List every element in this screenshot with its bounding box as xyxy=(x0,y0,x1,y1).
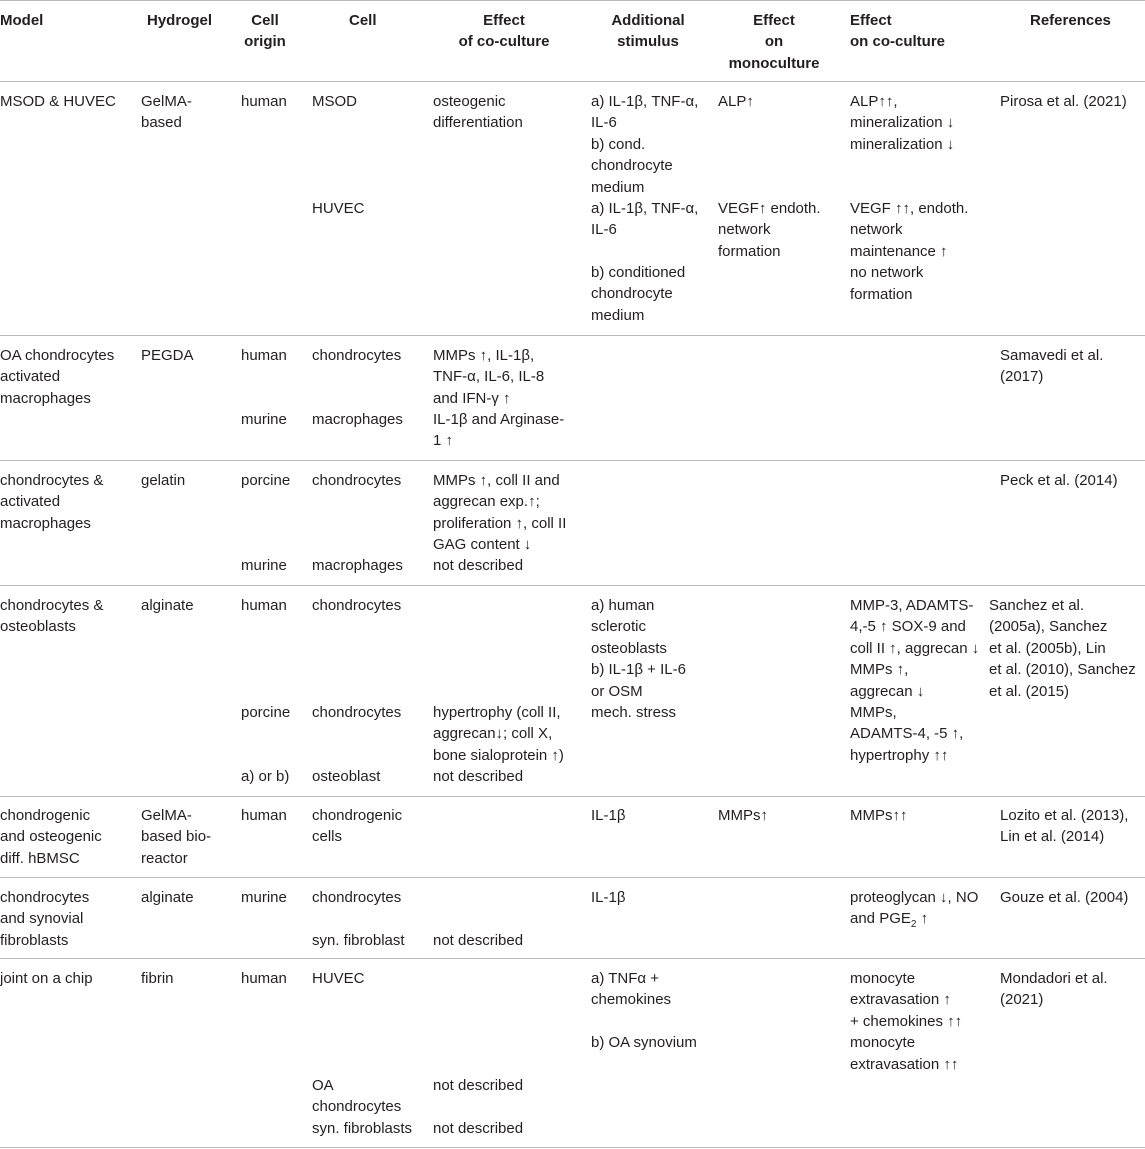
table-row-effect: not described xyxy=(433,1077,524,1094)
table-row-effect: osteogenic differentiation xyxy=(433,93,523,132)
table-row-references: Mondadori et al. (2021) xyxy=(1000,970,1108,1009)
table-row-stimulus: a) IL-1β, TNF-α, IL-6 b) cond. chondrocyte medium xyxy=(591,93,699,196)
table-row-hydrogel: gelatin xyxy=(141,472,186,489)
table-row-cell: HUVEC xyxy=(312,970,365,987)
header-hydrogel: Hydrogel xyxy=(147,12,213,29)
table-row-references: Sanchez et al. (2005a), Sanchez et al. (2005b), Lin et al. (2010), Sanchez et al. (2015) xyxy=(989,597,1136,700)
row-divider xyxy=(0,460,1145,461)
table-row-origin: human xyxy=(241,93,287,110)
table-row-origin: human xyxy=(241,597,287,614)
table-row-origin: human xyxy=(241,970,287,987)
table-row-stimulus: a) IL-1β, TNF-α, IL-6 xyxy=(591,200,699,239)
row-divider xyxy=(0,877,1145,878)
header-rule xyxy=(0,81,1145,82)
table-row-cell: OA chondrocytes xyxy=(312,1077,402,1116)
table-row-cell: osteoblast xyxy=(312,768,381,785)
coculture-text: proteoglycan ↓, NO and PGE xyxy=(850,889,979,928)
table-row-cell: chondrocytes xyxy=(312,889,402,906)
table-row-references: Pirosa et al. (2021) xyxy=(1000,93,1127,110)
table-row-model: chondrocytes & activated macrophages xyxy=(0,472,104,532)
table-row-effect: MMPs ↑, IL-1β, TNF-α, IL-6, IL-8 and IFN-γ ↑ xyxy=(433,347,545,407)
table-row-origin: human xyxy=(241,347,287,364)
table-row-model: MSOD & HUVEC xyxy=(0,93,116,110)
table-row-references: Lozito et al. (2013), Lin et al. (2014) xyxy=(1000,807,1129,846)
header-effect-coculture: Effect of co-culture xyxy=(458,12,550,51)
table-row-effect: hypertrophy (coll II, aggrecan↓; coll X, bone sialoprotein ↑) xyxy=(433,704,564,764)
table-row-cell: macrophages xyxy=(312,557,403,574)
row-divider xyxy=(0,958,1145,959)
row-divider xyxy=(0,585,1145,586)
table-bottom-rule xyxy=(0,1147,1145,1148)
table-row-effect: not described xyxy=(433,1120,524,1137)
table-row-cell: macrophages xyxy=(312,411,403,428)
header-model: Model xyxy=(0,12,44,29)
table-row-origin: porcine xyxy=(241,472,291,489)
table-row-origin: a) or b) xyxy=(241,768,290,785)
table-row-references: Peck et al. (2014) xyxy=(1000,472,1118,489)
table-row-cell: chondrocytes xyxy=(312,472,402,489)
table-row-hydrogel: GelMA- based xyxy=(141,93,192,132)
table-row-monoculture: VEGF↑ endoth. network formation xyxy=(718,200,821,260)
table-row-coculture: MMPs↑↑ xyxy=(850,807,908,824)
table-row-cell: chondrogenic cells xyxy=(312,807,403,846)
header-effect-monoculture: Effect on monoculture xyxy=(728,12,820,72)
table-row-coculture: MMP-3, ADAMTS- 4,-5 ↑ SOX-9 and coll II ↑, aggrecan ↓ MMPs ↑, aggrecan ↓ MMPs, ADAMTS-4, -5 ↑, hypertrophy ↑↑ xyxy=(850,597,980,764)
table-row-origin: murine xyxy=(241,411,287,428)
table-row-origin: human xyxy=(241,807,287,824)
table-row-hydrogel: fibrin xyxy=(141,970,174,987)
table-row-model: chondrocytes and synovial fibroblasts xyxy=(0,889,90,949)
table-row-references: Gouze et al. (2004) xyxy=(1000,889,1129,906)
table-row-stimulus: a) TNFα + chemokines xyxy=(591,970,672,1009)
table-row-stimulus: b) OA synovium xyxy=(591,1034,697,1051)
header-references: References xyxy=(1030,12,1111,29)
table-row-cell: syn. fibroblast xyxy=(312,932,405,949)
table-row-model: chondrogenic and osteogenic diff. hBMSC xyxy=(0,807,102,867)
table-row-hydrogel: PEGDA xyxy=(141,347,194,364)
table-row-stimulus: IL-1β xyxy=(591,889,626,906)
header-additional-stimulus: Additional stimulus xyxy=(611,12,685,51)
table-row-coculture: ALP↑↑, mineralization ↓ mineralization ↓ xyxy=(850,93,955,153)
table-row-cell: MSOD xyxy=(312,93,357,110)
table-row-model: joint on a chip xyxy=(0,970,93,987)
table-row-stimulus: IL-1β xyxy=(591,807,626,824)
table-row-stimulus: b) conditioned chondrocyte medium xyxy=(591,264,686,324)
table-top-rule xyxy=(0,0,1145,1)
table-row-hydrogel: alginate xyxy=(141,889,194,906)
header-effect-on-coculture: Effect on co-culture xyxy=(850,12,946,51)
header-cell-origin: Cell origin xyxy=(244,12,286,51)
table-row-model: chondrocytes & osteoblasts xyxy=(0,597,104,636)
table-row-monoculture: ALP↑ xyxy=(718,93,754,110)
header-cell: Cell xyxy=(349,12,377,29)
table-row-origin: murine xyxy=(241,557,287,574)
table-row-effect: not described xyxy=(433,768,524,785)
subscript-2: 2 xyxy=(910,919,917,931)
table-row-origin: murine xyxy=(241,889,287,906)
table-row-references: Samavedi et al. (2017) xyxy=(1000,347,1104,386)
table-row-cell: chondrocytes xyxy=(312,597,402,614)
table-row-hydrogel: GelMA- based bio- reactor xyxy=(141,807,212,867)
table-row-coculture: VEGF ↑↑, endoth. network maintenance ↑ no network formation xyxy=(850,200,969,303)
table-row-hydrogel: alginate xyxy=(141,597,194,614)
table-row-coculture xyxy=(850,887,978,930)
table-row-effect: not described xyxy=(433,932,524,949)
table-row-effect: MMPs ↑, coll II and aggrecan exp.↑; proliferation ↑, coll II GAG content ↓ xyxy=(433,472,567,554)
coculture-arrow: ↑ xyxy=(916,910,929,928)
table-row-monoculture: MMPs↑ xyxy=(718,807,768,824)
table-row-origin: porcine xyxy=(241,704,291,721)
table-row-model: OA chondrocytes activated macrophages xyxy=(0,347,115,407)
row-divider xyxy=(0,796,1145,797)
table-row-cell: chondrocytes xyxy=(312,347,402,364)
table-row-stimulus: a) human sclerotic osteoblasts b) IL-1β + IL-6 or OSM mech. stress xyxy=(591,597,686,722)
table-row-coculture: monocyte extravasation ↑ + chemokines ↑↑ monocyte extravasation ↑↑ xyxy=(850,970,963,1073)
table-row-cell: syn. fibroblasts xyxy=(312,1120,413,1137)
table-row-cell: HUVEC xyxy=(312,200,365,217)
table-row-cell: chondrocytes xyxy=(312,704,402,721)
table-row-effect: not described xyxy=(433,557,524,574)
row-divider xyxy=(0,335,1145,336)
table-row-effect: IL-1β and Arginase- 1 ↑ xyxy=(433,411,565,450)
